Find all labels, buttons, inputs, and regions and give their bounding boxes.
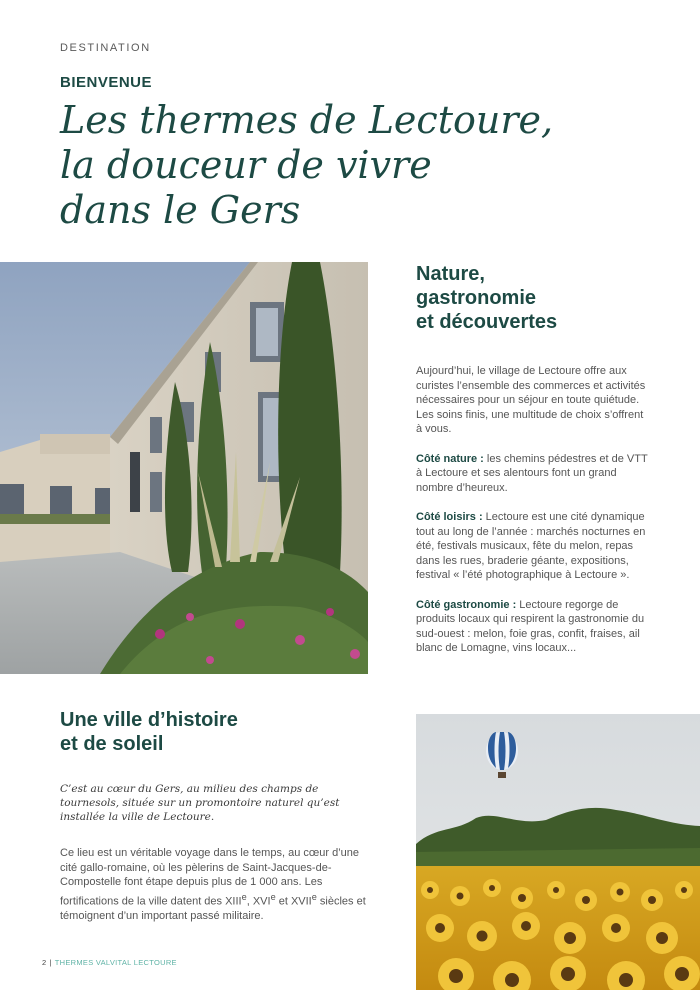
- footer-separator: |: [49, 958, 52, 967]
- heading-line: gastronomie: [416, 287, 537, 309]
- separator: et: [275, 895, 291, 908]
- footer-brand: THERMES VALVITAL LECTOURE: [54, 958, 177, 967]
- gastronomie-label: Côté gastronomie :: [416, 598, 517, 611]
- loisirs-paragraph: [416, 510, 648, 583]
- sunflower-balloon-photo: [416, 714, 700, 990]
- gastronomie-text: Lectoure regorge de produits locaux qui respirent la gastronomie du sud-ouest : melon, foie gras, confit, fraises, ail blanc de Lomagne, vins locaux...: [416, 598, 645, 654]
- ordinal-sup: e: [241, 891, 247, 902]
- ordinal-sup: e: [311, 891, 317, 902]
- separator: ,: [246, 895, 253, 908]
- section-heading: [60, 708, 370, 756]
- section-heading: [416, 262, 648, 334]
- heading-line: et de soleil: [60, 733, 164, 755]
- kicker-label: BIENVENUE: [60, 74, 153, 91]
- century-16: XVI: [252, 895, 271, 908]
- loisirs-label: Côté loisirs :: [416, 511, 483, 523]
- gastronomie-paragraph: [416, 598, 648, 656]
- page-footer: [42, 958, 177, 967]
- title-line: dans le Gers: [60, 188, 301, 232]
- page-number: 2: [42, 958, 47, 967]
- section-eyebrow: DESTINATION: [60, 42, 151, 54]
- thermes-building-photo: [0, 262, 368, 674]
- loisirs-text: Lectoure est une cité dynamique tout au long de l’année : marchés nocturnes en été, festivals musicaux, fête du melon, repas dans les rues, braderie géante, expositions, festival « l’été photographique à Lectoure ».: [416, 511, 646, 581]
- nature-gastronomie-section: [416, 262, 648, 671]
- heading-line: Nature,: [416, 263, 485, 285]
- intro-quote: C’est au cœur du Gers, au milieu des champs de tournesols, située sur un promontoire naturel qu’est installée la ville de Lectoure.: [60, 783, 340, 823]
- page-title: [60, 98, 554, 233]
- heading-line: et découvertes: [416, 311, 558, 333]
- century-13: XIII: [225, 895, 242, 908]
- nature-paragraph: [416, 452, 648, 496]
- intro-paragraph: Aujourd’hui, le village de Lectoure offre aux curistes l’ensemble des commerces et activités nécessaires pour un séjour en toute quiétude. Les soins finis, une multitude de choix s’offrent à vous.: [416, 365, 646, 435]
- history-paragraph: [60, 846, 370, 923]
- century-17: XVII: [290, 895, 312, 908]
- history-text-end: siècles et témoignent d’un important passé militaire.: [60, 895, 366, 922]
- nature-text: les chemins pédestres et de VTT à Lectoure et ses alentours font un grand nombre d’heureux.: [416, 452, 648, 494]
- title-line: Les thermes de Lectoure,: [60, 98, 554, 142]
- title-line: la douceur de vivre: [60, 143, 432, 187]
- history-section: [60, 708, 370, 923]
- heading-line: Une ville d’histoire: [60, 709, 238, 731]
- ordinal-sup: e: [270, 891, 276, 902]
- nature-label: Côté nature :: [416, 452, 484, 465]
- history-text: Ce lieu est un véritable voyage dans le temps, au cœur d’une cité gallo-romaine, où les pèlerins de Saint-Jacques-de-Compostelle font étape depuis plus de 1 000 ans. Les fortifications de la ville datent des: [60, 847, 359, 908]
